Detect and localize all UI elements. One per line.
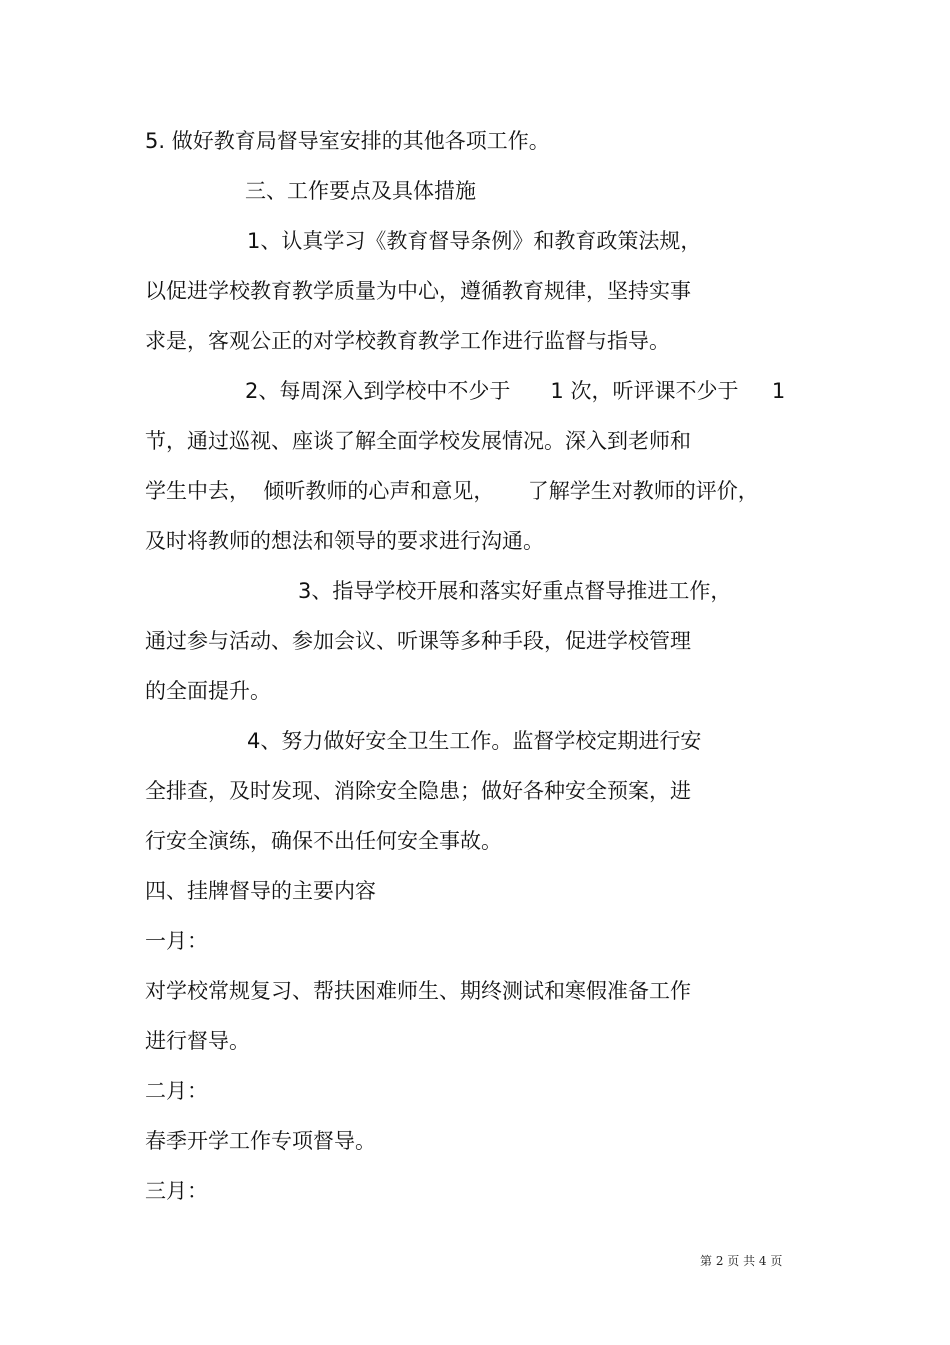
paragraph-line: 求是，客观公正的对学校教育教学工作进行监督与指导。 — [145, 329, 670, 353]
section-heading-4: 四、挂牌督导的主要内容 — [145, 879, 376, 903]
month-label: 一月： — [145, 929, 208, 953]
paragraph-line: 行安全演练，确保不出任何安全事故。 — [145, 829, 502, 853]
paragraph-line: 3、指导学校开展和落实好重点督导推进工作， — [298, 579, 732, 603]
month-label: 二月： — [145, 1079, 208, 1103]
paragraph-line: 2、每周深入到学校中不少于 1 次，听评课不少于 1 — [245, 379, 786, 403]
paragraph-line: 4、努力做好安全卫生工作。监督学校定期进行安 — [247, 729, 702, 753]
paragraph-line: 的全面提升。 — [145, 679, 271, 703]
paragraph-line: 春季开学工作专项督导。 — [145, 1129, 376, 1153]
list-item-5: 5. 做好教育局督导室安排的其他各项工作。 — [145, 129, 550, 153]
paragraph-line: 全排查，及时发现、消除安全隐患；做好各种安全预案，进 — [145, 779, 691, 803]
paragraph-line: 节，通过巡视、座谈了解全面学校发展情况。深入到老师和 — [145, 429, 691, 453]
page-number: 第 2 页 共 4 页 — [700, 1254, 783, 1268]
paragraph-line: 对学校常规复习、帮扶困难师生、期终测试和寒假准备工作 — [145, 979, 691, 1003]
paragraph-line: 及时将教师的想法和领导的要求进行沟通。 — [145, 529, 544, 553]
paragraph-line: 学生中去， 倾听教师的心声和意见， 了解学生对教师的评价， — [145, 479, 759, 503]
paragraph-line: 通过参与活动、参加会议、听课等多种手段，促进学校管理 — [145, 629, 691, 653]
paragraph-line: 1、认真学习《教育督导条例》和教育政策法规， — [247, 229, 702, 253]
section-heading-3: 三、工作要点及具体措施 — [245, 179, 476, 203]
paragraph-line: 进行督导。 — [145, 1029, 250, 1053]
paragraph-line: 以促进学校教育教学质量为中心，遵循教育规律，坚持实事 — [145, 279, 691, 303]
month-label: 三月： — [145, 1179, 208, 1203]
